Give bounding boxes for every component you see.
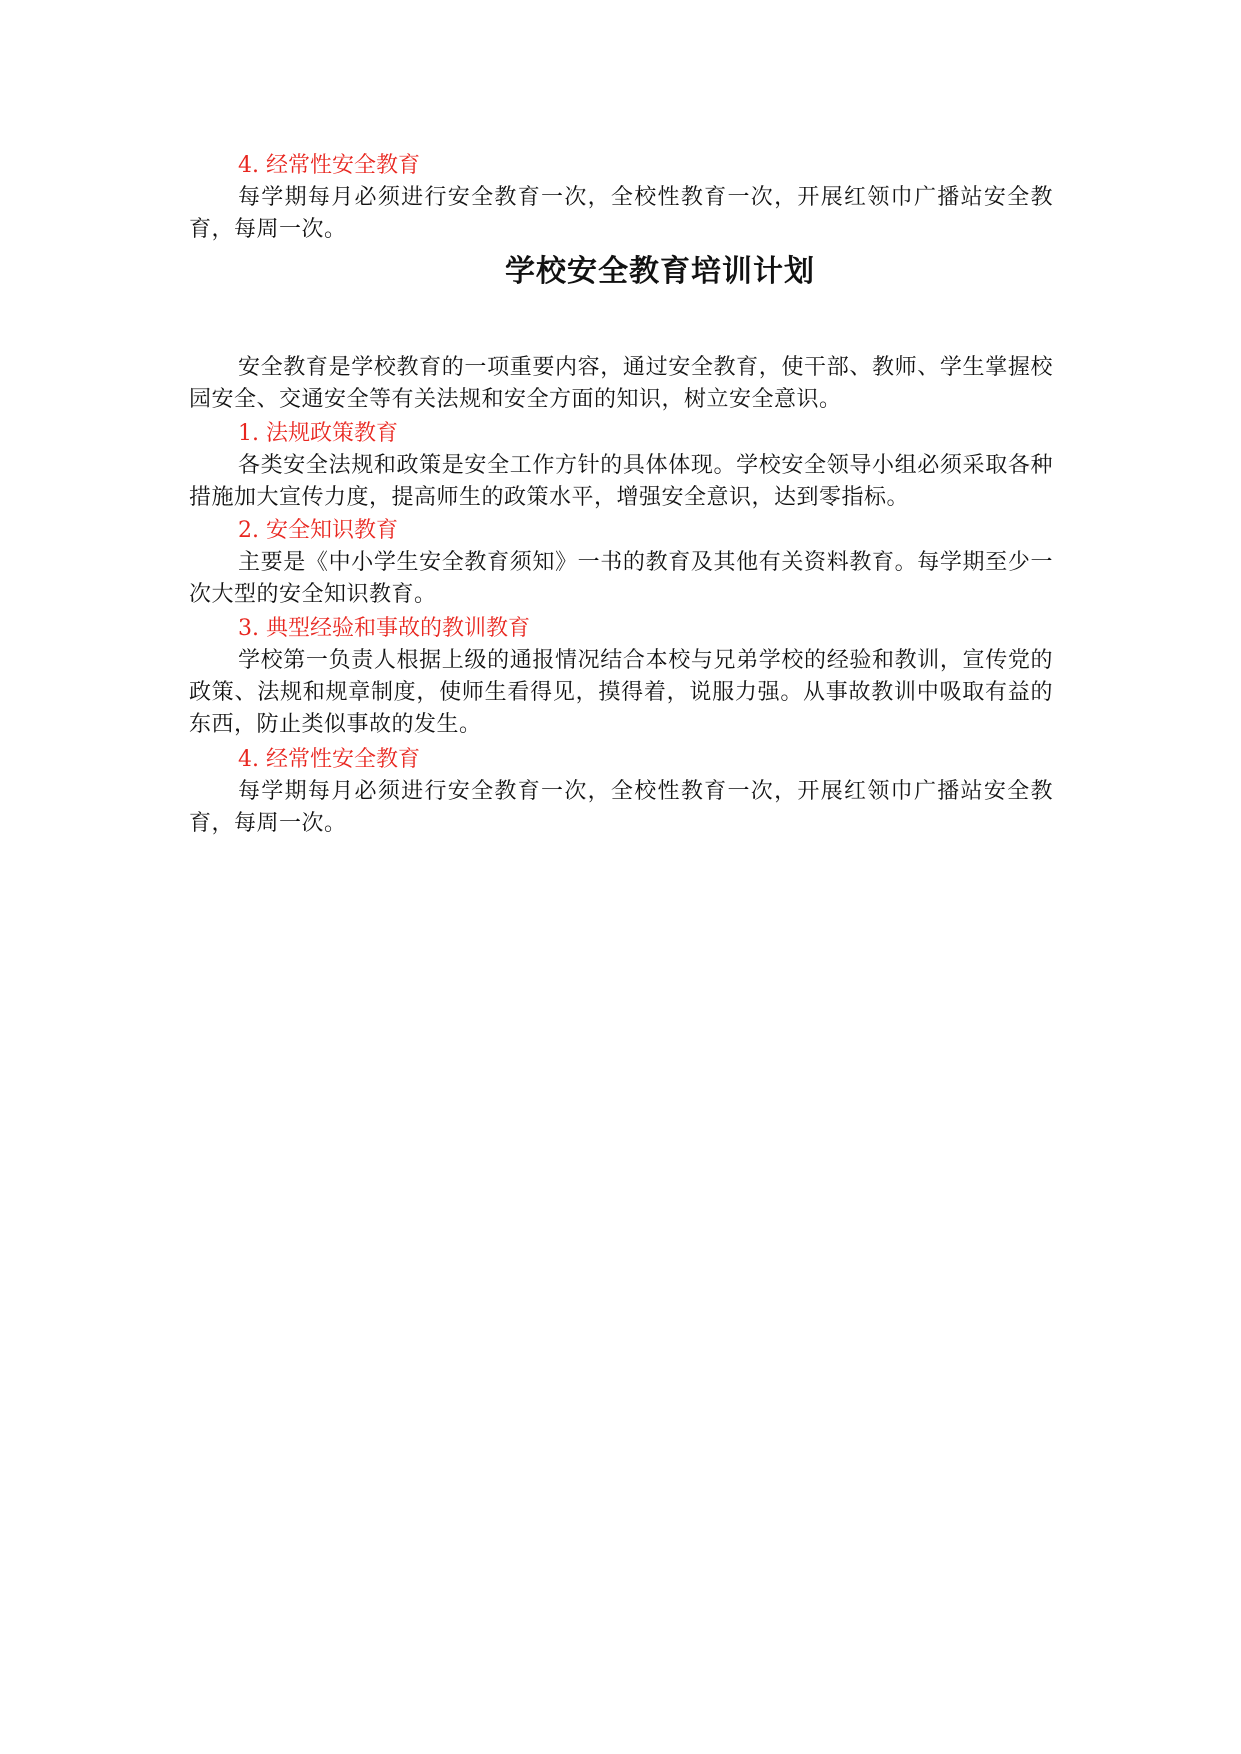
document-title: 学校安全教育培训计划	[505, 254, 815, 289]
section-body-2: 主要是《中小学生安全教育须知》一书的教育及其他有关资料教育。每学期至少一次大型的安全知识教育。	[189, 550, 1053, 607]
section-body-3: 学校第一负责人根据上级的通报情况结合本校与兄弟学校的经验和教训，宣传党的政策、法规和规章制度，使师生看得见，摸得着，说服力强。从事故教训中吸取有益的东西，防止类似事故的发生。	[189, 648, 1053, 737]
section-heading-4: 4. 经常性安全教育	[238, 747, 420, 772]
section-heading-1: 1. 法规政策教育	[238, 421, 398, 446]
section-heading-3: 3. 典型经验和事故的教训教育	[238, 616, 530, 641]
section-body-4: 每学期每月必须进行安全教育一次，全校性教育一次，开展红领巾广播站安全教育，每周一次。	[189, 779, 1053, 836]
section-body-continued: 每学期每月必须进行安全教育一次，全校性教育一次，开展红领巾广播站安全教育，每周一次。	[189, 185, 1053, 242]
section-heading-2: 2. 安全知识教育	[238, 518, 398, 543]
section-heading-continued: 4. 经常性安全教育	[238, 153, 420, 178]
intro-paragraph: 安全教育是学校教育的一项重要内容，通过安全教育，使干部、教师、学生掌握校园安全、交通安全等有关法规和安全方面的知识，树立安全意识。	[189, 355, 1053, 412]
section-body-1: 各类安全法规和政策是安全工作方针的具体体现。学校安全领导小组必须采取各种措施加大宣传力度，提高师生的政策水平，增强安全意识，达到零指标。	[189, 453, 1053, 510]
